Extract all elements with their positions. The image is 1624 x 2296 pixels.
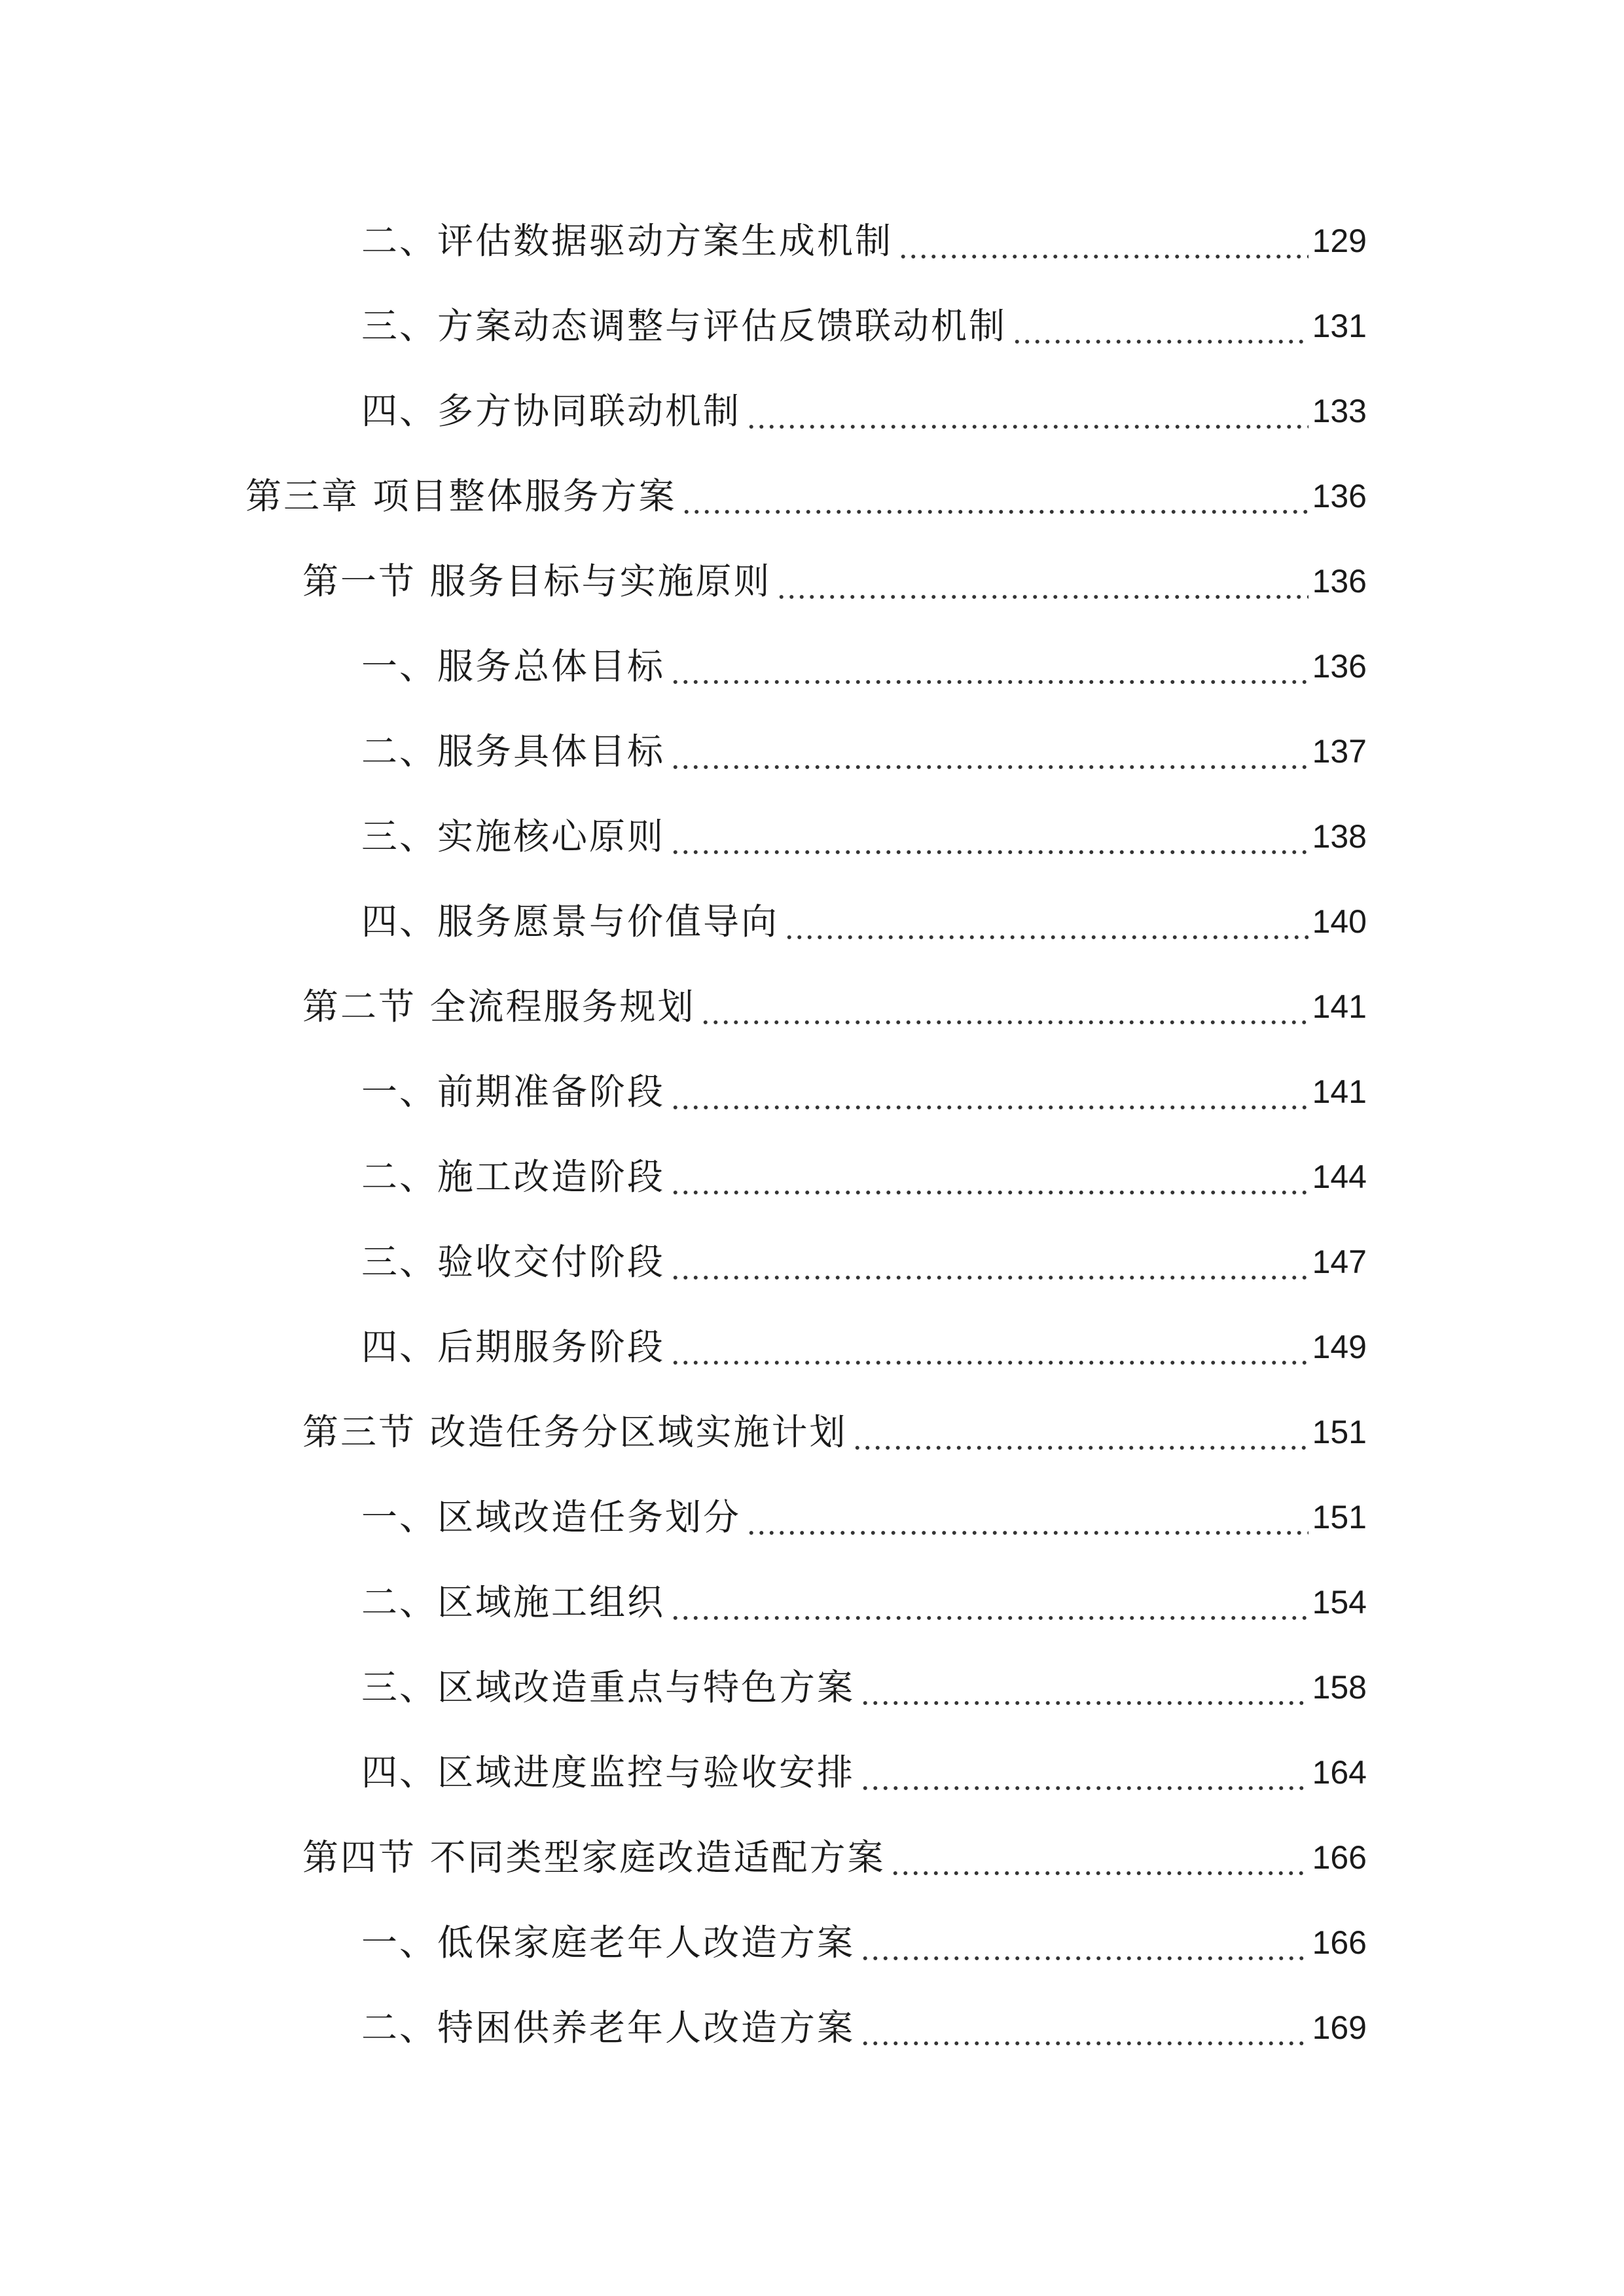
dot-leader [670, 1151, 1308, 1203]
toc-entry-title: 二、评估数据驱动方案生成机制 [361, 220, 893, 262]
toc-entry[interactable] [361, 300, 1367, 352]
toc-entry-page: 138 [1312, 818, 1367, 855]
dot-leader [681, 470, 1308, 522]
dot-leader [746, 385, 1308, 437]
toc-entry-title: 二、服务具体目标 [361, 730, 666, 772]
dot-leader [784, 895, 1308, 948]
toc-entry-title: 二、区域施工组织 [361, 1581, 666, 1623]
toc-entry-page: 144 [1312, 1158, 1367, 1195]
toc-entry[interactable] [302, 1831, 1367, 1884]
toc-entry[interactable] [361, 385, 1367, 437]
toc-entry-page: 129 [1312, 223, 1367, 259]
toc-entry[interactable] [361, 895, 1367, 948]
toc-entry-title: 第三节 改造任务分区域实施计划 [302, 1411, 848, 1453]
dot-leader [700, 980, 1308, 1033]
toc-entry-title: 一、区域改造任务划分 [361, 1496, 742, 1538]
toc-entry-title: 一、服务总体目标 [361, 645, 666, 687]
toc-entry-page: 136 [1312, 478, 1367, 514]
toc-entry[interactable] [361, 1746, 1367, 1799]
toc-entry-title: 三、区域改造重点与特色方案 [361, 1666, 856, 1708]
toc-entry-page: 131 [1312, 308, 1367, 344]
toc-entry-title: 一、前期准备阶段 [361, 1071, 666, 1113]
dot-leader [860, 1746, 1308, 1799]
toc-entry-page: 151 [1312, 1499, 1367, 1535]
dot-leader [670, 810, 1308, 863]
toc-entry-title: 二、施工改造阶段 [361, 1156, 666, 1198]
dot-leader [670, 725, 1308, 778]
toc-entry[interactable] [361, 215, 1367, 267]
toc-entry-title: 四、多方协同联动机制 [361, 390, 742, 432]
toc-entry-title: 第一节 服务目标与实施原则 [302, 560, 772, 602]
toc-entry-title: 三、方案动态调整与评估反馈联动机制 [361, 305, 1007, 347]
toc-entry-title: 一、低保家庭老年人改造方案 [361, 1922, 856, 1964]
toc-entry[interactable] [361, 1236, 1367, 1288]
toc-entry[interactable] [361, 1151, 1367, 1203]
toc-entry-page: 151 [1312, 1414, 1367, 1450]
toc-entry-page: 154 [1312, 1584, 1367, 1621]
dot-leader [1012, 300, 1308, 352]
toc-entry-page: 137 [1312, 733, 1367, 770]
dot-leader [670, 1066, 1308, 1118]
toc-entry-title: 三、实施核心原则 [361, 816, 666, 857]
toc-entry-page: 158 [1312, 1669, 1367, 1706]
toc-entry-page: 149 [1312, 1329, 1367, 1365]
toc-entry-page: 141 [1312, 1073, 1367, 1110]
toc-entry[interactable] [361, 725, 1367, 778]
dot-leader [852, 1406, 1308, 1458]
dot-leader [860, 1916, 1308, 1969]
toc-entry[interactable] [361, 2001, 1367, 2054]
toc-entry-page: 166 [1312, 1924, 1367, 1961]
toc-entry[interactable] [361, 1491, 1367, 1543]
toc-entry-page: 166 [1312, 1839, 1367, 1876]
toc-entry-page: 136 [1312, 563, 1367, 600]
toc-entry[interactable] [361, 1661, 1367, 1713]
dot-leader [670, 1236, 1308, 1288]
toc-entry-title: 第三章 项目整体服务方案 [245, 475, 677, 517]
toc-entry-page: 147 [1312, 1244, 1367, 1280]
toc-entry-title: 第二节 全流程服务规划 [302, 986, 696, 1028]
dot-leader [860, 2001, 1308, 2054]
toc-entry[interactable] [302, 1406, 1367, 1458]
toc-entry[interactable] [302, 980, 1367, 1033]
toc-entry[interactable] [361, 1576, 1367, 1628]
toc-entry-page: 169 [1312, 2009, 1367, 2046]
toc-entry-title: 四、服务愿景与价值导向 [361, 901, 780, 942]
toc-entry-page: 136 [1312, 648, 1367, 685]
dot-leader [670, 1321, 1308, 1373]
toc-entry-page: 140 [1312, 903, 1367, 940]
dot-leader [670, 1576, 1308, 1628]
dot-leader [860, 1661, 1308, 1713]
toc-entry-title: 四、后期服务阶段 [361, 1326, 666, 1368]
dot-leader [776, 555, 1308, 607]
toc-entry-title: 三、验收交付阶段 [361, 1241, 666, 1283]
toc-entry-page: 141 [1312, 988, 1367, 1025]
dot-leader [746, 1491, 1308, 1543]
toc-entry[interactable] [361, 1916, 1367, 1969]
dot-leader [670, 640, 1308, 692]
toc-entry-title: 第四节 不同类型家庭改造适配方案 [302, 1837, 886, 1878]
toc-entry[interactable] [361, 1066, 1367, 1118]
toc-entry-title: 四、区域进度监控与验收安排 [361, 1751, 856, 1793]
toc-entry[interactable] [361, 1321, 1367, 1373]
toc-entry-title: 二、特困供养老年人改造方案 [361, 2007, 856, 2049]
toc-entry[interactable] [245, 470, 1367, 522]
dot-leader [898, 215, 1308, 267]
toc-entry[interactable] [361, 810, 1367, 863]
toc-entry-page: 133 [1312, 393, 1367, 429]
dot-leader [890, 1831, 1308, 1884]
toc-entry[interactable] [302, 555, 1367, 607]
toc-entry[interactable] [361, 640, 1367, 692]
toc-entry-page: 164 [1312, 1754, 1367, 1791]
